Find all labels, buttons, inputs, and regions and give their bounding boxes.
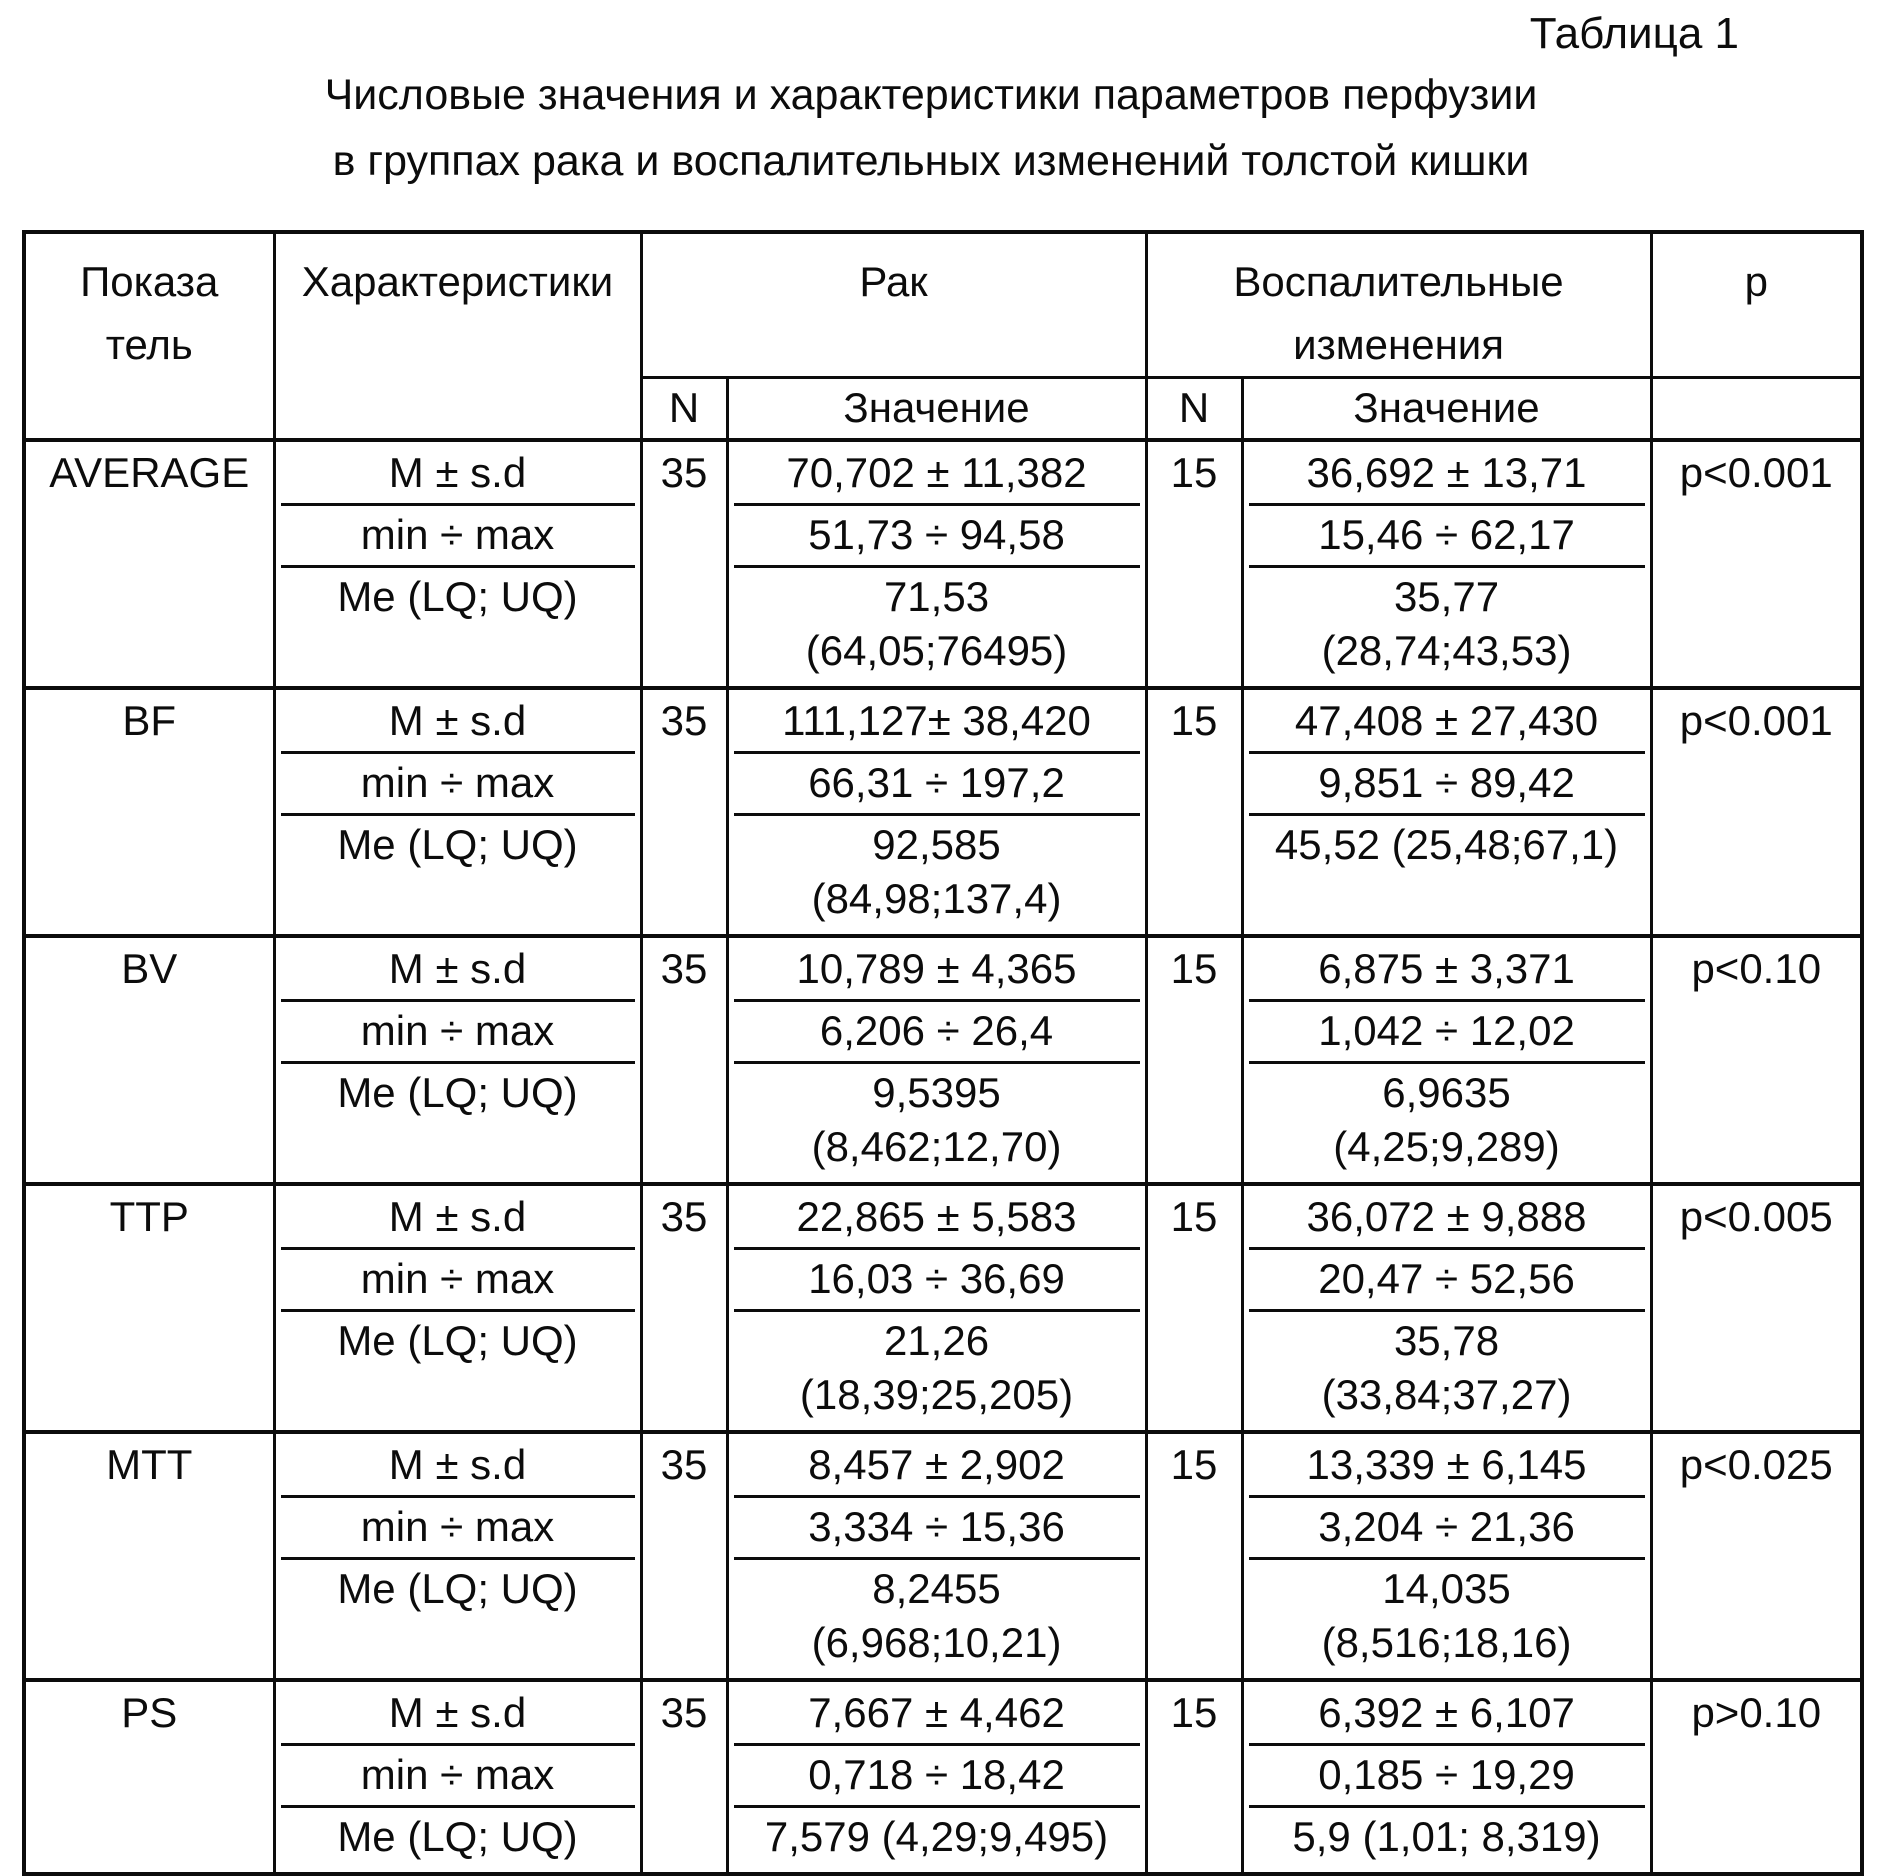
- p-value-cell: p<0.10: [1651, 936, 1862, 1184]
- value-line: 9,5395: [872, 1068, 1001, 1116]
- value-cancer-cell: 6,206 ÷ 26,4: [727, 1000, 1146, 1062]
- indicator-cell: PS: [24, 1680, 274, 1874]
- table-row: [24, 504, 1862, 566]
- value-cancer-cell: 70,702 ± 11,382: [727, 440, 1146, 504]
- header-n-cancer: N: [641, 378, 727, 440]
- value-inflammatory-cell: 3,204 ÷ 21,36: [1242, 1496, 1651, 1558]
- value-inflammatory-cell: [1242, 1062, 1651, 1184]
- parameter-group-average: [24, 440, 1862, 688]
- value-cancer-cell: [727, 1558, 1146, 1680]
- n-inflammatory-cell: 15: [1146, 1680, 1242, 1874]
- table-row: [24, 1496, 1862, 1558]
- n-inflammatory-cell: 15: [1146, 440, 1242, 688]
- parameter-group-ttp: [24, 1184, 1862, 1432]
- p-value-cell: p<0.005: [1651, 1184, 1862, 1432]
- n-inflammatory-cell: 15: [1146, 1184, 1242, 1432]
- value-line: 92,585: [872, 820, 1001, 868]
- table-row: [24, 1806, 1862, 1874]
- table-row: [24, 1432, 1862, 1496]
- value-line: (6,968;10,21): [811, 1618, 1062, 1666]
- value-cancer-cell: 3,334 ÷ 15,36: [727, 1496, 1146, 1558]
- n-cancer-cell: 35: [641, 440, 727, 688]
- indicator-cell: AVERAGE: [24, 440, 274, 688]
- value-cancer-cell: 16,03 ÷ 36,69: [727, 1248, 1146, 1310]
- n-cancer-cell: 35: [641, 1680, 727, 1874]
- n-inflammatory-cell: 15: [1146, 936, 1242, 1184]
- header-value-cancer: Значение: [727, 378, 1146, 440]
- p-value-cell: p<0.001: [1651, 440, 1862, 688]
- value-line: 7,579 (4,29;9,495): [764, 1812, 1109, 1860]
- header-p-spacer: [1651, 378, 1862, 440]
- table-caption: Таблица 1: [1529, 9, 1739, 58]
- value-line: (8,516;18,16): [1321, 1618, 1572, 1666]
- value-line: 5,9 (1,01; 8,319): [1292, 1812, 1601, 1860]
- value-inflammatory-cell: 6,875 ± 3,371: [1242, 936, 1651, 1000]
- value-cancer-cell: 111,127± 38,420: [727, 688, 1146, 752]
- value-line: 6,9635: [1382, 1068, 1511, 1116]
- table-row: [24, 1310, 1862, 1432]
- value-cancer-cell: [727, 1310, 1146, 1432]
- value-line: 35,78: [1393, 1316, 1500, 1364]
- characteristic-cell: Me (LQ; UQ): [274, 566, 641, 688]
- value-line: (64,05;76495): [805, 626, 1068, 674]
- p-value-cell: p<0.025: [1651, 1432, 1862, 1680]
- value-inflammatory-cell: 47,408 ± 27,430: [1242, 688, 1651, 752]
- n-cancer-cell: 35: [641, 936, 727, 1184]
- header-inflammatory-line1: Воспалительные: [1233, 258, 1564, 305]
- characteristic-cell: Me (LQ; UQ): [274, 1558, 641, 1680]
- characteristic-cell: M ± s.d: [274, 440, 641, 504]
- indicator-cell: BV: [24, 936, 274, 1184]
- value-cancer-cell: [727, 1806, 1146, 1874]
- value-line: (4,25;9,289): [1333, 1122, 1560, 1170]
- characteristic-cell: Me (LQ; UQ): [274, 1806, 641, 1874]
- header-indicator: [24, 232, 274, 440]
- table-row: [24, 1744, 1862, 1806]
- header-p: p: [1651, 232, 1862, 378]
- value-inflammatory-cell: 20,47 ÷ 52,56: [1242, 1248, 1651, 1310]
- value-cancer-cell: 0,718 ÷ 18,42: [727, 1744, 1146, 1806]
- characteristic-cell: min ÷ max: [274, 1496, 641, 1558]
- characteristic-cell: Me (LQ; UQ): [274, 814, 641, 936]
- n-inflammatory-cell: 15: [1146, 1432, 1242, 1680]
- value-line: (28,74;43,53): [1321, 626, 1572, 674]
- n-inflammatory-cell: 15: [1146, 688, 1242, 936]
- n-cancer-cell: 35: [641, 1432, 727, 1680]
- characteristic-cell: min ÷ max: [274, 1744, 641, 1806]
- parameter-group-bf: [24, 688, 1862, 936]
- table-row: [24, 688, 1862, 752]
- header-inflammatory-line2: изменения: [1293, 321, 1504, 368]
- value-inflammatory-cell: 0,185 ÷ 19,29: [1242, 1744, 1651, 1806]
- value-cancer-cell: 22,865 ± 5,583: [727, 1184, 1146, 1248]
- value-inflammatory-cell: 15,46 ÷ 62,17: [1242, 504, 1651, 566]
- value-line: 8,2455: [872, 1564, 1001, 1612]
- value-inflammatory-cell: 9,851 ÷ 89,42: [1242, 752, 1651, 814]
- value-inflammatory-cell: 36,072 ± 9,888: [1242, 1184, 1651, 1248]
- table-row: [24, 936, 1862, 1000]
- value-inflammatory-cell: [1242, 1310, 1651, 1432]
- header-indicator-line2: тель: [105, 321, 193, 368]
- table-row: [24, 566, 1862, 688]
- p-value-cell: p<0.001: [1651, 688, 1862, 936]
- characteristic-cell: M ± s.d: [274, 688, 641, 752]
- value-line: 45,52 (25,48;67,1): [1274, 820, 1619, 868]
- characteristic-cell: min ÷ max: [274, 504, 641, 566]
- characteristic-cell: min ÷ max: [274, 752, 641, 814]
- value-cancer-cell: 8,457 ± 2,902: [727, 1432, 1146, 1496]
- characteristic-cell: M ± s.d: [274, 936, 641, 1000]
- header-inflammatory-group: [1146, 232, 1651, 378]
- characteristic-cell: Me (LQ; UQ): [274, 1062, 641, 1184]
- value-line: 71,53: [883, 572, 990, 620]
- header-cancer-group: Рак: [641, 232, 1146, 378]
- value-cancer-cell: 10,789 ± 4,365: [727, 936, 1146, 1000]
- table-row: [24, 814, 1862, 936]
- value-line: 14,035: [1382, 1564, 1511, 1612]
- value-inflammatory-cell: 6,392 ± 6,107: [1242, 1680, 1651, 1744]
- characteristic-cell: min ÷ max: [274, 1000, 641, 1062]
- characteristic-cell: min ÷ max: [274, 1248, 641, 1310]
- value-inflammatory-cell: [1242, 814, 1651, 936]
- table-row: [24, 1248, 1862, 1310]
- parameter-group-bv: [24, 936, 1862, 1184]
- characteristic-cell: M ± s.d: [274, 1184, 641, 1248]
- value-inflammatory-cell: 13,339 ± 6,145: [1242, 1432, 1651, 1496]
- table-row: [24, 440, 1862, 504]
- table-row: [24, 1184, 1862, 1248]
- indicator-cell: BF: [24, 688, 274, 936]
- parameter-group-mtt: [24, 1432, 1862, 1680]
- perfusion-parameters-table: [22, 230, 1864, 1876]
- value-line: (18,39;25,205): [799, 1370, 1074, 1418]
- table-row: [24, 1680, 1862, 1744]
- value-inflammatory-cell: 36,692 ± 13,71: [1242, 440, 1651, 504]
- table-row: [24, 1000, 1862, 1062]
- value-inflammatory-cell: 1,042 ÷ 12,02: [1242, 1000, 1651, 1062]
- header-value-inflammatory: Значение: [1242, 378, 1651, 440]
- characteristic-cell: M ± s.d: [274, 1680, 641, 1744]
- n-cancer-cell: 35: [641, 688, 727, 936]
- table-row: [24, 1062, 1862, 1184]
- value-inflammatory-cell: [1242, 1558, 1651, 1680]
- value-line: (84,98;137,4): [811, 874, 1062, 922]
- table-row: [24, 752, 1862, 814]
- header-indicator-line1: Показа: [80, 258, 219, 305]
- value-inflammatory-cell: [1242, 566, 1651, 688]
- characteristic-cell: Me (LQ; UQ): [274, 1310, 641, 1432]
- n-cancer-cell: 35: [641, 1184, 727, 1432]
- value-line: (33,84;37,27): [1321, 1370, 1572, 1418]
- value-cancer-cell: 66,31 ÷ 197,2: [727, 752, 1146, 814]
- table-row: [24, 1558, 1862, 1680]
- table-title-line2: в группах рака и воспалительных изменений толстой кишки: [332, 137, 1530, 185]
- p-value-cell: p>0.10: [1651, 1680, 1862, 1874]
- value-cancer-cell: [727, 566, 1146, 688]
- value-inflammatory-cell: [1242, 1806, 1651, 1874]
- header-n-inflammatory: N: [1146, 378, 1242, 440]
- value-cancer-cell: 51,73 ÷ 94,58: [727, 504, 1146, 566]
- table-header-row-1: [24, 232, 1862, 378]
- parameter-group-ps: [24, 1680, 1862, 1874]
- indicator-cell: MTT: [24, 1432, 274, 1680]
- value-cancer-cell: [727, 1062, 1146, 1184]
- value-cancer-cell: [727, 814, 1146, 936]
- value-cancer-cell: 7,667 ± 4,462: [727, 1680, 1146, 1744]
- value-line: (8,462;12,70): [811, 1122, 1062, 1170]
- value-line: 21,26: [883, 1316, 990, 1364]
- table-title-line1: Числовые значения и характеристики параметров перфузии: [324, 71, 1538, 119]
- characteristic-cell: M ± s.d: [274, 1432, 641, 1496]
- indicator-cell: TTP: [24, 1184, 274, 1432]
- value-line: 35,77: [1393, 572, 1500, 620]
- header-characteristics: Характеристики: [274, 232, 641, 440]
